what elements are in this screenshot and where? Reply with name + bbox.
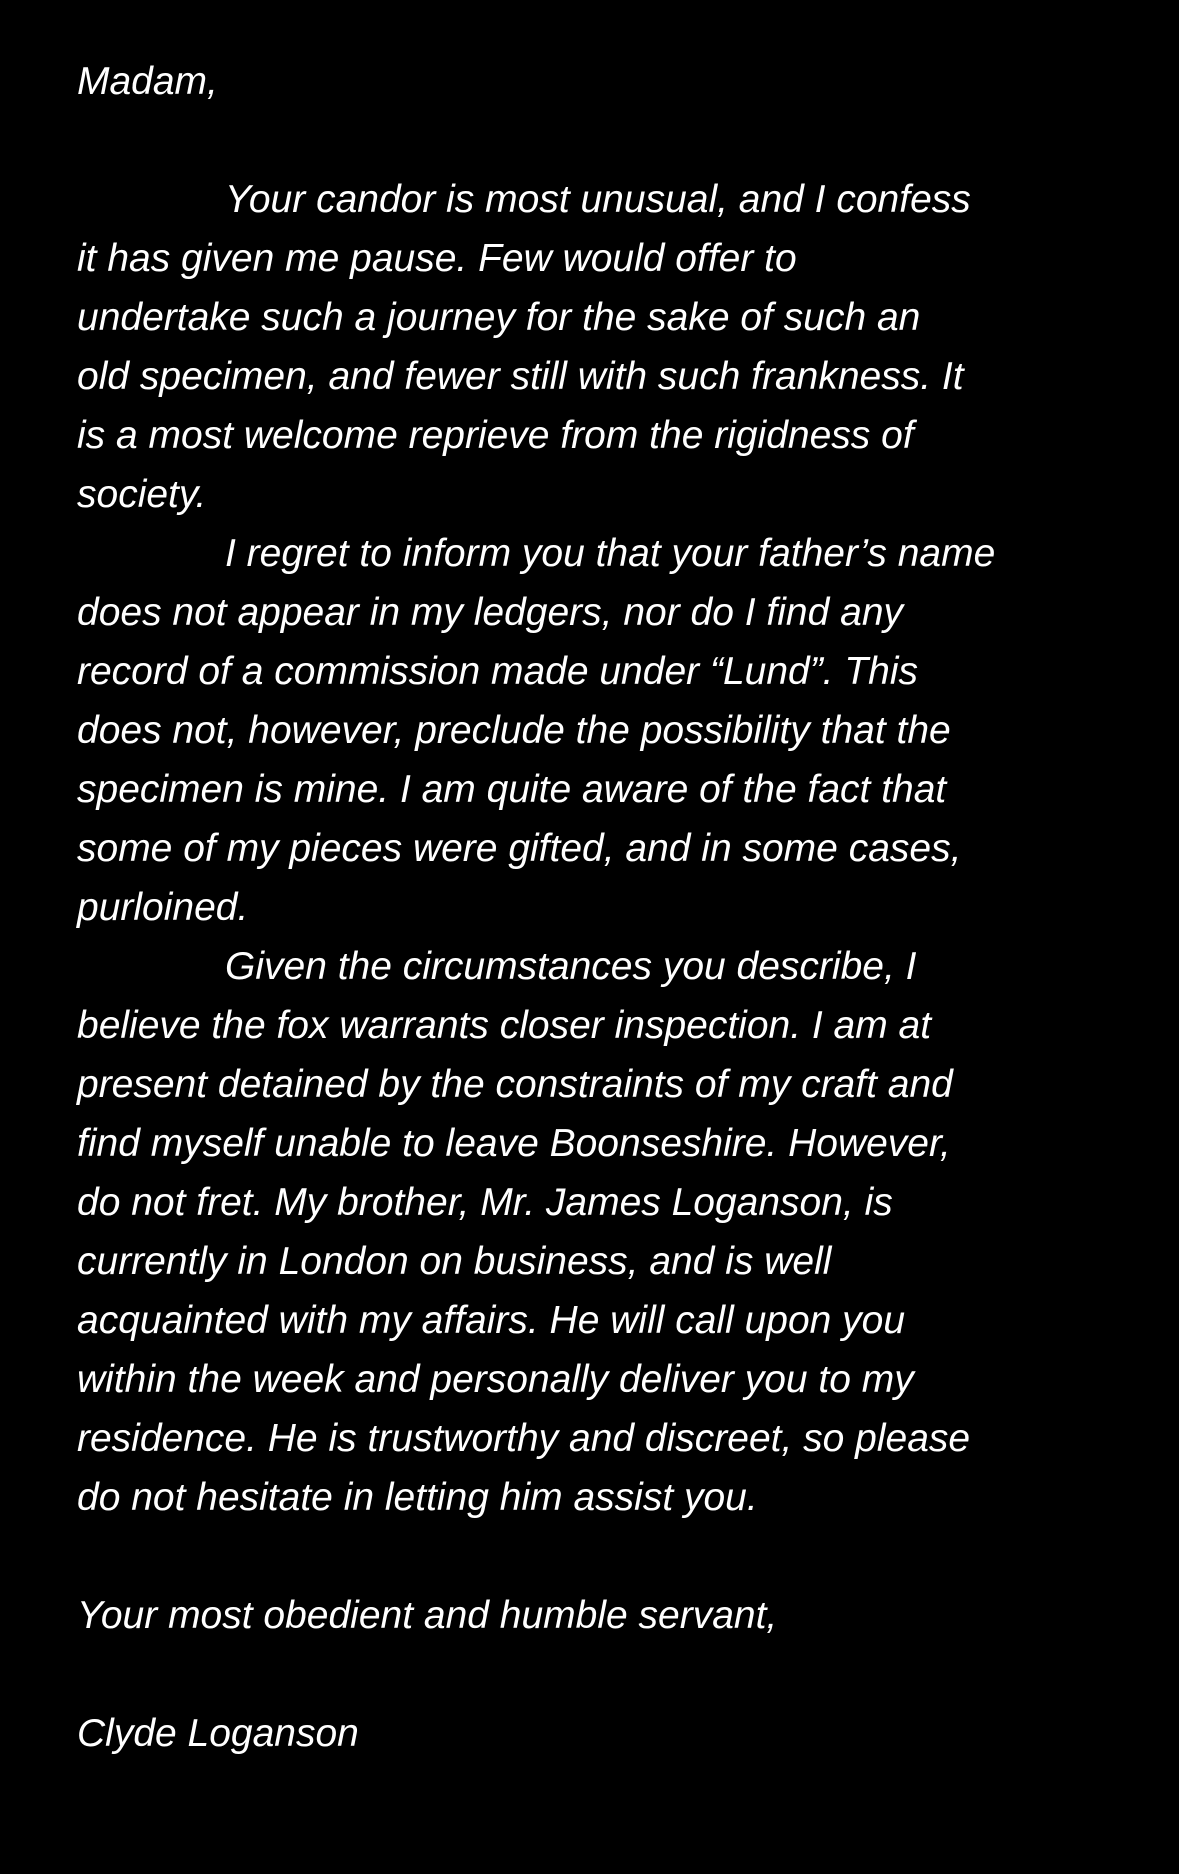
paragraph-line: I regret to inform you that your father’s name: [225, 532, 996, 575]
paragraph-line: Given the circumstances you describe, I: [225, 945, 917, 988]
blank-line: [77, 1645, 1137, 1704]
paragraph-line: acquainted with my affairs. He will call upon you: [77, 1299, 906, 1342]
paragraph-line: does not, however, preclude the possibility that the: [77, 709, 951, 752]
salutation: Madam,: [77, 60, 218, 103]
paragraph-line: within the week and personally deliver you to my: [77, 1358, 914, 1401]
paragraph-line: specimen is mine. I am quite aware of the fact that: [77, 768, 947, 811]
paragraph-line: do not fret. My brother, Mr. James Loganson, is: [77, 1181, 893, 1224]
paragraph-line: it has given me pause. Few would offer to: [77, 237, 797, 280]
paragraph-line: society.: [77, 473, 207, 516]
paragraph-3: [77, 937, 1137, 1527]
paragraph-line: present detained by the constraints of my craft and: [77, 1063, 953, 1106]
paragraph-line: purloined.: [77, 886, 249, 929]
paragraph-2: [77, 524, 1137, 937]
paragraph-line: old specimen, and fewer still with such frankness. It: [77, 355, 964, 398]
closing: Your most obedient and humble servant,: [77, 1594, 778, 1637]
letter-body: [77, 52, 1137, 1763]
paragraph-line: do not hesitate in letting him assist you.: [77, 1476, 758, 1519]
paragraph-line: does not appear in my ledgers, nor do I find any: [77, 591, 904, 634]
paragraph-line: record of a commission made under “Lund”. This: [77, 650, 919, 693]
paragraph-line: Your candor is most unusual, and I confess: [225, 178, 971, 221]
paragraph-line: find myself unable to leave Boonseshire. However,: [77, 1122, 951, 1165]
paragraph-line: currently in London on business, and is well: [77, 1240, 832, 1283]
signature: Clyde Loganson: [77, 1712, 359, 1755]
paragraph-line: residence. He is trustworthy and discreet, so please: [77, 1417, 971, 1460]
paragraph-line: some of my pieces were gifted, and in some cases,: [77, 827, 962, 870]
paragraph-1: [77, 170, 1137, 524]
blank-line: [77, 111, 1137, 170]
paragraph-line: is a most welcome reprieve from the rigidness of: [77, 414, 914, 457]
paragraph-line: undertake such a journey for the sake of such an: [77, 296, 921, 339]
blank-line: [77, 1527, 1137, 1586]
paragraph-line: believe the fox warrants closer inspection. I am at: [77, 1004, 932, 1047]
